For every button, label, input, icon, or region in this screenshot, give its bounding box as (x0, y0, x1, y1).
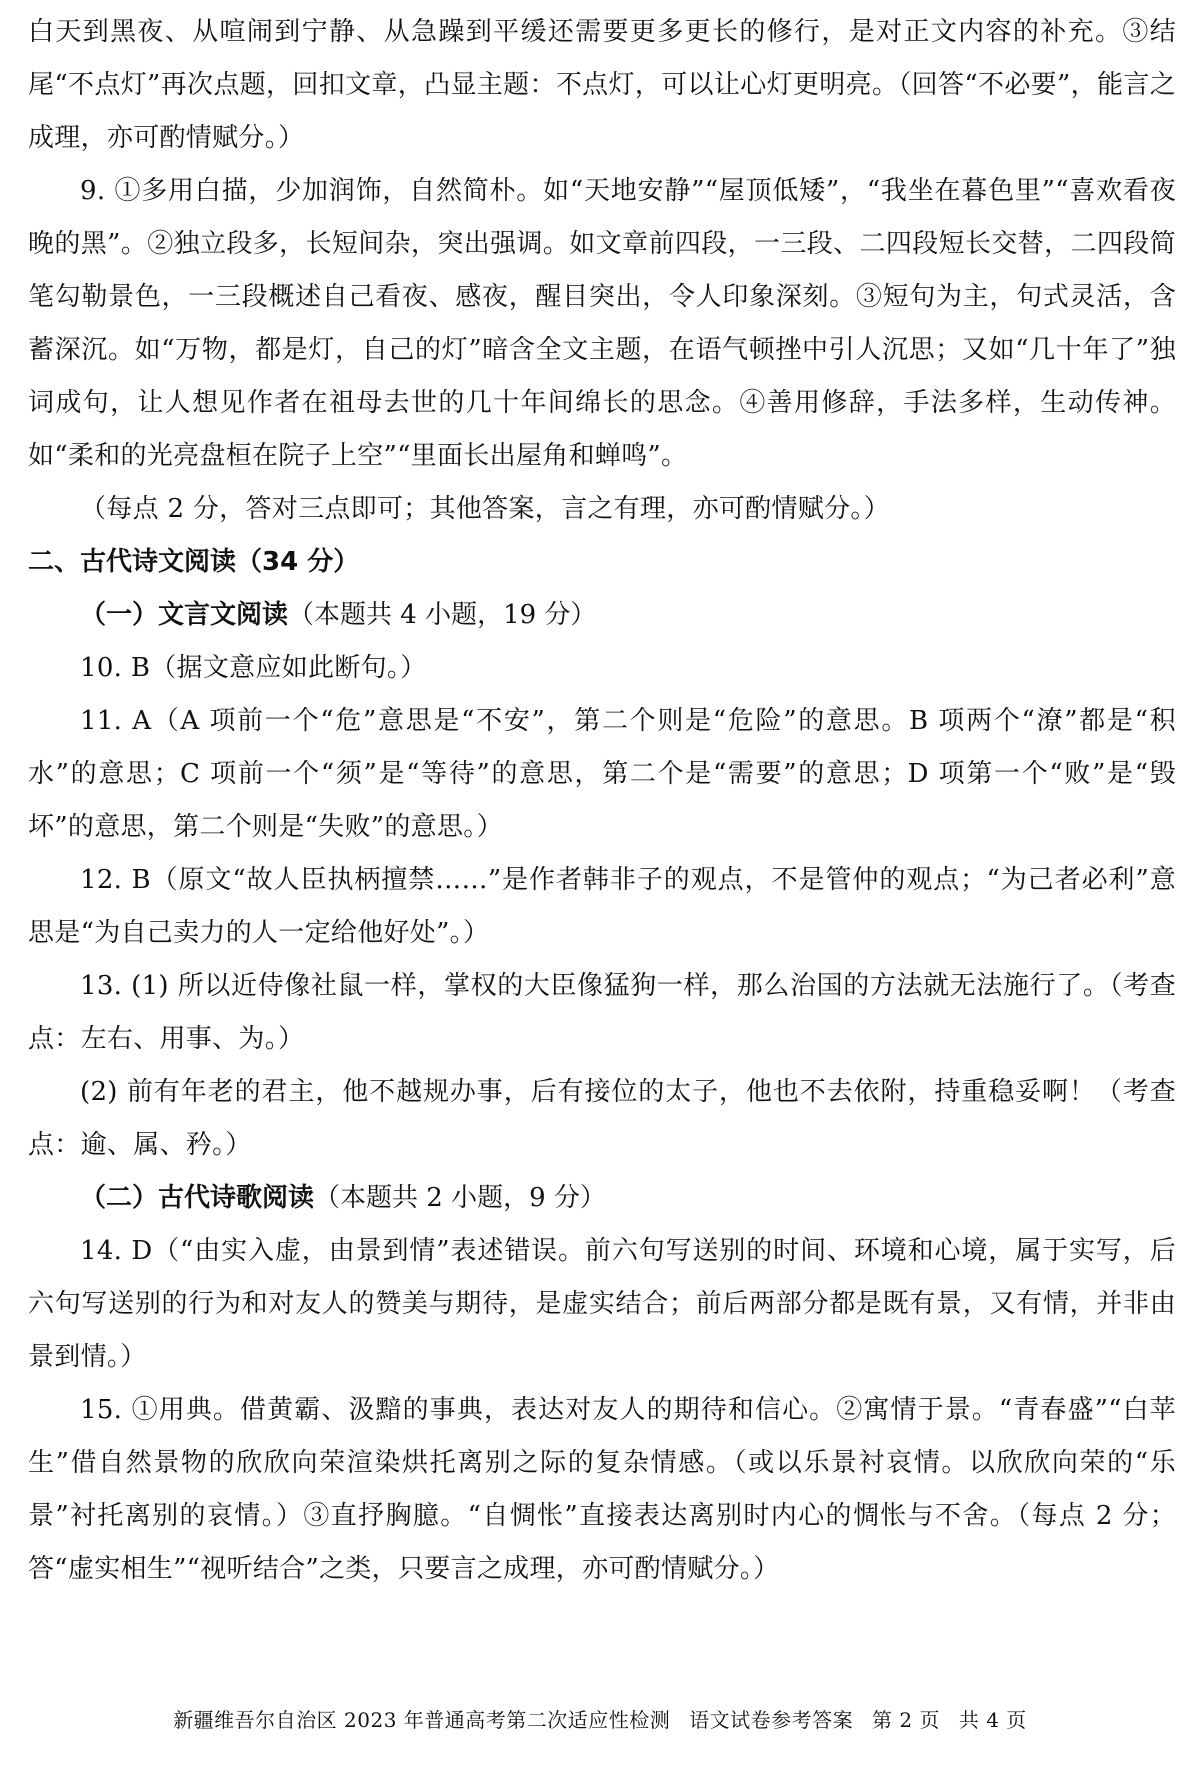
subsection-2-title (28, 1172, 1176, 1225)
answer-q14: 14. D（“由实入虚，由景到情”表述错误。前六句写送别的时间、环境和心境，属于实写，后六句写送别的行为和对友人的赞美与期待，是虚实结合；前后两部分都是既有景，又有情，并非由景到情。） (28, 1236, 1176, 1372)
answer-q13-part2: (2) 前有年老的君主，他不越规办事，后有接位的太子，他也不去依附，持重稳妥啊！（考查点：逾、属、矜。） (28, 1077, 1176, 1160)
footer-exam-name: 新疆维吾尔自治区 2023 年普通高考第二次适应性检测 (173, 1708, 671, 1732)
subsection-1-name: （一）文言文阅读 (80, 600, 289, 630)
subsection-2-name: （二）古代诗歌阅读 (80, 1183, 315, 1213)
page-footer (0, 1706, 1200, 1734)
subsection-2-note: （本题共 2 小题，9 分） (314, 1183, 606, 1213)
answer-q11: 11. A（A 项前一个“危”意思是“不安”，第二个则是“危险”的意思。B 项两个“潦”都是“积水”的意思；C 项前一个“须”是“等待”的意思，第二个是“需要”的意思；D 项第一个“败”是“毁坏”的意思，第二个则是“失败”的意思。） (28, 706, 1176, 842)
answer-q10: 10. B（据文意应如此断句。） (80, 653, 427, 683)
answer-q9-scoring-note: （每点 2 分，答对三点即可；其他答案，言之有理，亦可酌情赋分。） (80, 494, 890, 524)
footer-subject: 语文试卷参考答案 (689, 1708, 854, 1732)
answer-q12: 12. B（原文“故人臣执柄擅禁……”是作者韩非子的观点，不是管仲的观点；“为己者必利”意思是“为自己卖力的人一定给他好处”。） (28, 865, 1176, 948)
subsection-1-note: （本题共 4 小题，19 分） (288, 600, 597, 630)
answer-key-page (28, 6, 1176, 1596)
answer-q15: 15. ①用典。借黄霸、汲黯的事典，表达对友人的期待和信心。②寓情于景。“青春盛”“白苹生”借自然景物的欣欣向荣渲染烘托离别之际的复杂情感。（或以乐景衬哀情。以欣欣向荣的“乐景”衬托离别的哀情。）③直抒胸臆。“自惆怅”直接表达离别时内心的惆怅与不舍。（每点 2 分；答“虚实相生”“视听结合”之类，只要言之成理，亦可酌情赋分。） (28, 1395, 1176, 1584)
subsection-1-title (28, 589, 1176, 642)
section-2-title: 二、古代诗文阅读（34 分） (28, 547, 360, 577)
answer-q9: 9. ①多用白描，少加润饰，自然简朴。如“天地安静”“屋顶低矮”，“我坐在暮色里”“喜欢看夜晚的黑”。②独立段多，长短间杂，突出强调。如文章前四段，一三段、二四段短长交替，二四段简笔勾勒景色，一三段概述自己看夜、感夜，醒目突出，令人印象深刻。③短句为主，句式灵活，含蓄深沉。如“万物，都是灯，自己的灯”暗含全文主题，在语气顿挫中引人沉思；又如“几十年了”独词成句，让人想见作者在祖母去世的几十年间绵长的思念。④善用修辞，手法多样，生动传神。如“柔和的光亮盘桓在院子上空”“里面长出屋角和蝉鸣”。 (28, 176, 1176, 471)
answer-q13-part1: 13. (1) 所以近侍像社鼠一样，掌权的大臣像猛狗一样，那么治国的方法就无法施行了。（考查点：左右、用事、为。） (28, 971, 1176, 1054)
paragraph-continued: 白天到黑夜、从喧闹到宁静、从急躁到平缓还需要更多更长的修行，是对正文内容的补充。③结尾“不点灯”再次点题，回扣文章，凸显主题：不点灯，可以让心灯更明亮。（回答“不必要”，能言之成理，亦可酌情赋分。） (28, 17, 1176, 153)
footer-total-pages: 共 4 页 (958, 1708, 1027, 1732)
footer-page-number: 第 2 页 (872, 1708, 940, 1732)
